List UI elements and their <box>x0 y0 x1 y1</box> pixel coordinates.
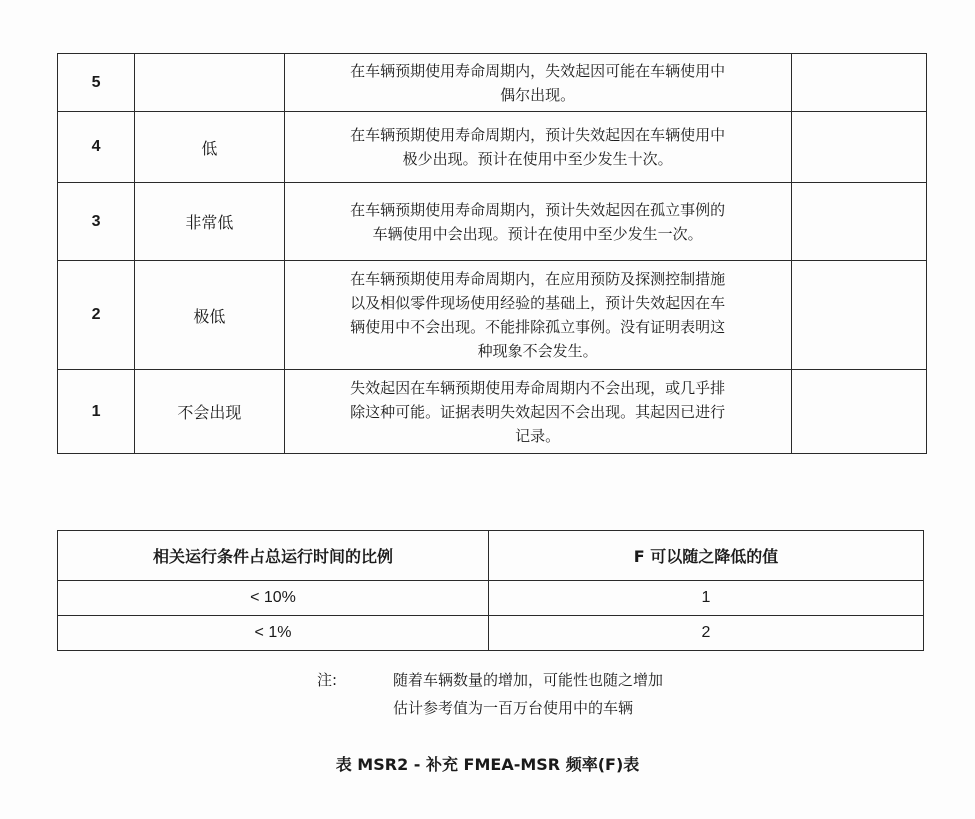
description-cell <box>284 183 791 261</box>
description-cell <box>284 261 791 370</box>
table-row <box>58 261 927 370</box>
description-line: 辆使用中不会出现。不能排除孤立事例。没有证明表明这 <box>350 318 726 336</box>
table-header-row <box>58 531 924 581</box>
table-row <box>58 581 924 616</box>
reduction-table <box>57 530 924 651</box>
table-row <box>58 370 927 454</box>
level-cell: 非常低 <box>135 183 284 261</box>
description-line: 在车辆预期使用寿命周期内，预计失效起因在车辆使用中 <box>350 126 726 144</box>
rank-cell: 5 <box>58 54 135 112</box>
note-text <box>393 666 813 722</box>
description-line: 以及相似零件现场使用经验的基础上，预计失效起因在车 <box>350 294 726 312</box>
level-cell: 不会出现 <box>135 370 284 454</box>
empty-cell <box>791 54 926 112</box>
table-caption: 表 MSR2 - 补充 FMEA-MSR 频率(F)表 <box>335 755 640 774</box>
description-line: 极少出现。预计在使用中至少发生十次。 <box>402 150 673 168</box>
rank-cell: 1 <box>58 370 135 454</box>
description-cell <box>284 54 791 112</box>
rank-cell: 4 <box>58 112 135 183</box>
description-line: 偶尔出现。 <box>500 85 576 104</box>
table-row <box>58 54 927 112</box>
description-line: 失效起因在车辆预期使用寿命周期内不会出现，或几乎排 <box>350 378 726 397</box>
empty-cell <box>791 183 926 261</box>
description-line: 在车辆预期使用寿命周期内，预计失效起因在孤立事例的 <box>350 200 726 219</box>
level-cell: 低 <box>135 112 284 183</box>
level-cell <box>135 54 284 112</box>
rank-cell: 3 <box>58 183 135 261</box>
description-cell <box>284 112 791 183</box>
description-line: 记录。 <box>515 426 561 445</box>
table-row <box>58 183 927 261</box>
description-line: 车辆使用中会出现。预计在使用中至少发生一次。 <box>372 224 703 243</box>
description-line: 种现象不会发生。 <box>477 342 598 360</box>
table-row <box>58 616 924 651</box>
ratio-cell: < 1% <box>58 616 489 651</box>
rank-cell: 2 <box>58 261 135 370</box>
value-cell: 2 <box>489 616 924 651</box>
description-cell <box>284 370 791 454</box>
header-reduction-value: F 可以随之降低的值 <box>489 531 924 581</box>
description-line: 在车辆预期使用寿命周期内，失效起因可能在车辆使用中 <box>350 61 726 80</box>
ratio-cell: < 10% <box>58 581 489 616</box>
level-cell: 极低 <box>135 261 284 370</box>
note-label: 注: <box>317 671 338 689</box>
header-ratio: 相关运行条件占总运行时间的比例 <box>58 531 489 581</box>
empty-cell <box>791 261 926 370</box>
description-line: 除这种可能。证据表明失效起因不会出现。其起因已进行 <box>350 402 726 421</box>
note-line: 估计参考值为一百万台使用中的车辆 <box>393 699 634 717</box>
table-row <box>58 112 927 183</box>
note-line: 随着车辆数量的增加，可能性也随之增加 <box>393 671 664 689</box>
frequency-table <box>57 53 927 454</box>
empty-cell <box>791 370 926 454</box>
value-cell: 1 <box>489 581 924 616</box>
description-line: 在车辆预期使用寿命周期内，在应用预防及探测控制措施 <box>350 270 726 288</box>
empty-cell <box>791 112 926 183</box>
